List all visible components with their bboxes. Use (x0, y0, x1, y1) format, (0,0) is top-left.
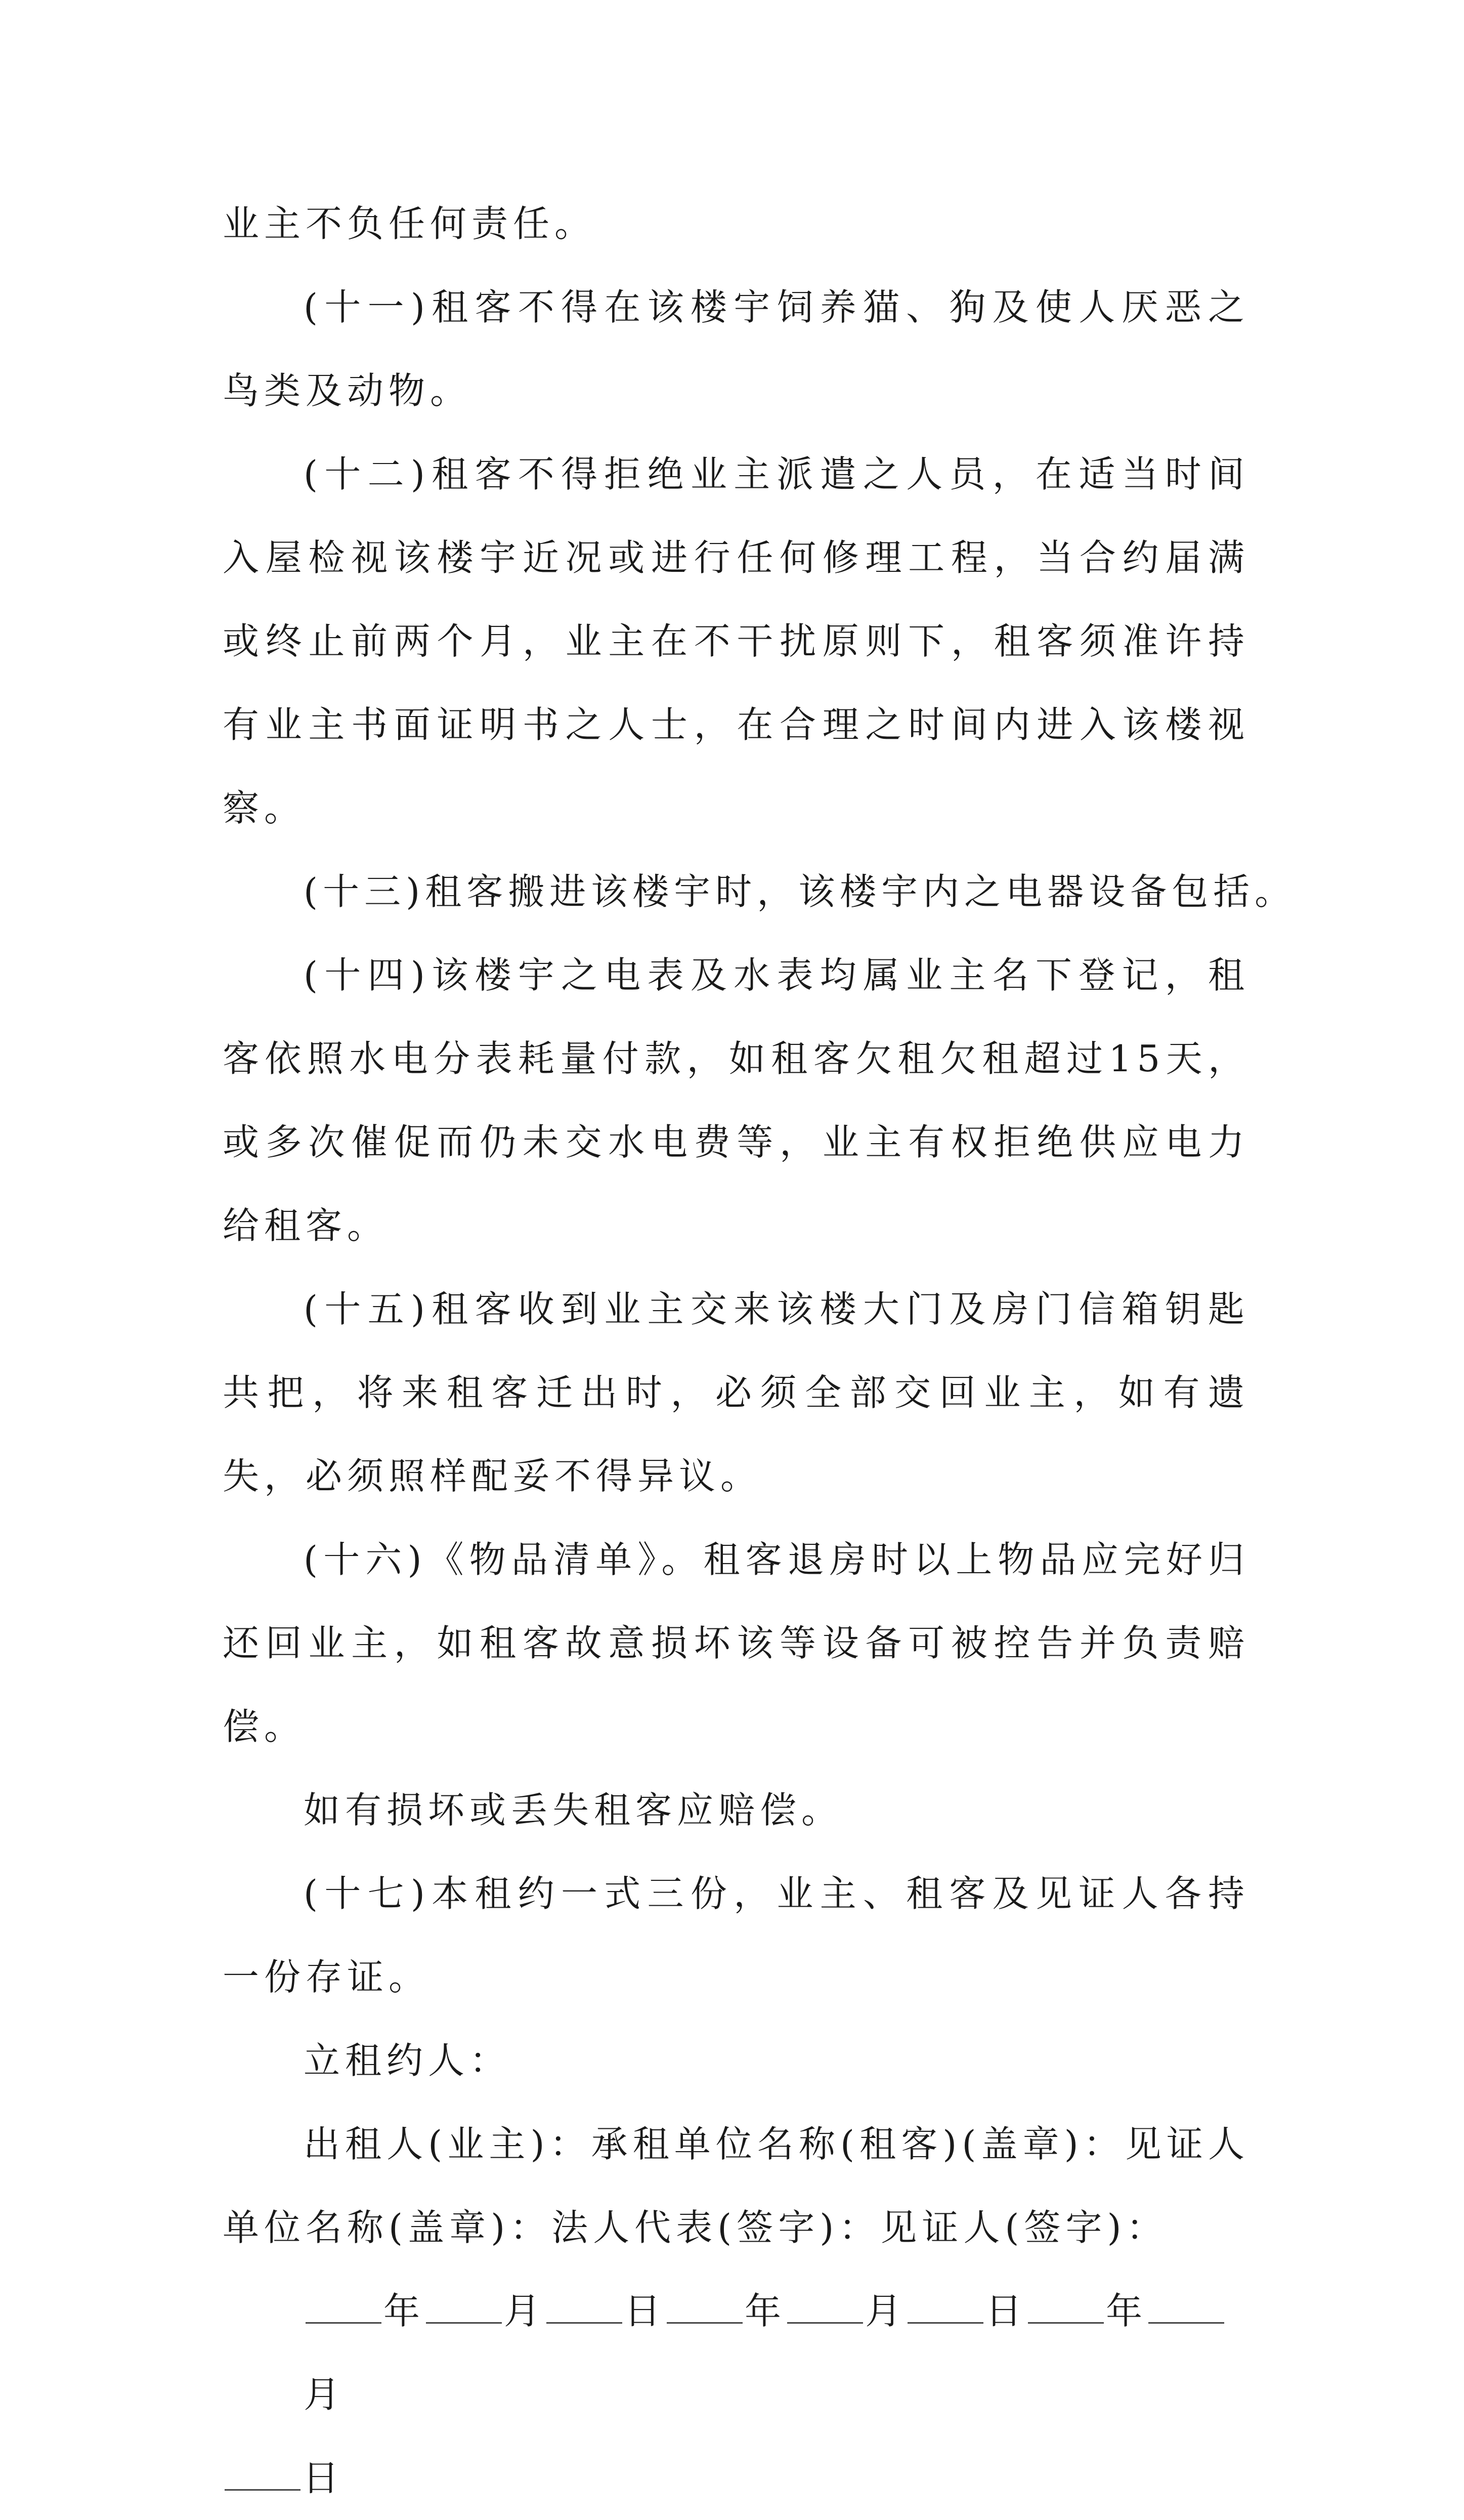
day-label: 日 (624, 2290, 665, 2332)
clause-11: (十一)租客不得在该楼宇饲养猫、狗及使人厌恶之鸟类及动物。 (223, 286, 1250, 412)
clause-12: (十二)租客不得拒绝业主派遣之人员，在适当时间入屋检视该楼宇近况或进行任何修理工程，当合约届满或终止前两个月，业主在不干扰原则下，租客须准许持有业主书面证明书之人士，在合理之时间内进入该楼视察。 (223, 453, 1250, 829)
year-label: 年 (1106, 2290, 1147, 2332)
year-blank-3[interactable] (1028, 2293, 1104, 2324)
paragraph: 业主不负任何责任。 (223, 202, 596, 245)
day-label: 日 (303, 2457, 343, 2499)
clause-16-note: 如有损坏或丢失租客应赔偿。 (304, 1789, 843, 1831)
year-label: 年 (745, 2290, 786, 2332)
day-label: 日 (985, 2290, 1026, 2332)
day-blank-3[interactable] (225, 2460, 300, 2491)
clause-14: (十四)该楼宇之电表及水表均属业主名下登记，租客依照水电分表耗量付款，如租客欠租欠租超过15天，或多次催促而仍未交水电费等，业主有权拒绝供应电力给租客。 (223, 954, 1250, 1247)
document-body (223, 182, 1297, 2520)
clause-17: (十七)本租约一式三份，业主、租客及见证人各持一份存证。 (223, 1872, 1250, 1998)
clause-13: (十三)租客搬进该楼宇时，该楼宇内之电器设备包括。 (304, 870, 1297, 913)
month-blank-3[interactable] (1148, 2293, 1224, 2324)
year-blank-2[interactable] (667, 2293, 743, 2324)
signatories-heading: 立租约人： (304, 2039, 511, 2082)
month-label: 月 (865, 2290, 906, 2332)
month-label: 月 (504, 2290, 545, 2332)
signature-date-line (223, 2270, 1250, 2437)
day-blank-2[interactable] (908, 2293, 983, 2324)
day-blank-1[interactable] (546, 2293, 622, 2324)
month-blank-2[interactable] (787, 2293, 863, 2324)
signature-date-line-continued (223, 2437, 1250, 2520)
year-label: 年 (383, 2290, 424, 2332)
signatories-list: 出租人(业主)：承租单位名称(租客)(盖章)：见证人单位名称(盖章)：法人代表(签字)：见证人(签字)： (223, 2123, 1250, 2249)
year-blank-1[interactable] (306, 2293, 381, 2324)
clause-16: (十六)《物品清单》。租客退房时以上物品应完好归还回业主，如租客故意损坏该等设备可被控告并负责赔偿。 (223, 1538, 1250, 1748)
month-label: 月 (304, 2373, 345, 2416)
month-blank-1[interactable] (426, 2293, 502, 2324)
clause-15: (十五)租客收到业主交来该楼大门及房门信箱钥匙共把，将来租客迁出时，必须全部交回业主，如有遗失，必须照样配妥不得异议。 (223, 1288, 1250, 1497)
